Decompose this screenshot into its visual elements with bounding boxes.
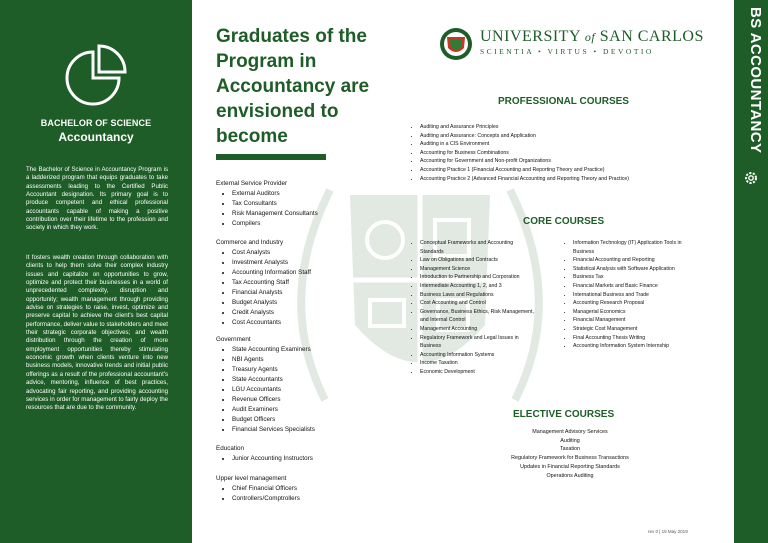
course-item: • Cost Accounting and Control — [420, 299, 538, 308]
degree-title: Accountancy — [58, 130, 134, 144]
career-item: • Compilers — [232, 219, 318, 229]
course-item: • Governance, Business Ethics, Risk Management, and Internal Control — [420, 308, 538, 325]
career-group-title: Education — [216, 445, 245, 452]
career-item: • NBI Agents — [232, 355, 315, 365]
university-seal-icon — [436, 26, 476, 62]
career-item: • Accounting Information Staff — [232, 268, 311, 278]
career-item: • Chief Financial Officers — [232, 484, 300, 494]
course-item: • Auditing in a CIS Environment — [420, 140, 710, 149]
program-mission: It fosters wealth creation through collaboration with clients to help them solve their complex industry issues and capitalize on opportunities to grow, optimize and protect their businesses in a world of unprecedented complexity, disruption and opportunity; wealth management through providing advise on strategies to raise, invest, optimize and preserve capital to achieve the client's best capital performance, deliver value to stakeholders and meet their strategic corporate objectives; and wealth distribution through the creation of more employment opportunities thereby stimulating economic growth when clients venture into new business models, innovative trends and initial public offerings as a result of the professional accountant's advice, mentoring, influence of best practices, advocating fair reporting, and providing accounting services in order for management to fairly deploy the resources that are due to the community. — [26, 254, 168, 412]
course-item: • Law on Obligations and Contracts — [420, 256, 538, 265]
career-item: • Budget Officers — [232, 415, 315, 425]
professional-courses-title: PROFESSIONAL COURSES — [498, 96, 629, 107]
course-item: • Financial Accounting and Reporting — [573, 256, 698, 265]
career-group-management — [216, 474, 300, 504]
course-item: • Managerial Economics — [573, 308, 698, 317]
course-item: • Financial Markets and Basic Finance — [573, 282, 698, 291]
career-item: • Credit Analysts — [232, 308, 311, 318]
course-item: • Conceptual Frameworks and Accounting Standards — [420, 239, 538, 256]
course-item: • Intermediate Accounting 1, 2, and 3 — [420, 282, 538, 291]
side-tab-label: BS ACCOUNTANCY — [747, 7, 764, 154]
career-item: • State Accountants — [232, 375, 315, 385]
career-item: • Tax Accounting Staff — [232, 278, 311, 288]
career-item: • Investment Analysts — [232, 258, 311, 268]
course-item: • Accounting for Business Combinations — [420, 149, 710, 158]
career-item: • State Accounting Examiners — [232, 345, 315, 355]
professional-courses-list — [410, 123, 710, 183]
elective-courses-list — [470, 428, 670, 480]
revision-footer: rev 0 | 15 May 2019 — [648, 529, 688, 534]
career-item: • Cost Accountants — [232, 318, 311, 328]
career-item: • LGU Accountants — [232, 385, 315, 395]
university-name — [480, 28, 704, 46]
course-item: • Accounting Practice 2 (Advanced Financial Accounting and Reporting Theory and Practice) — [420, 175, 710, 184]
career-group-title: Commerce and Industry — [216, 239, 284, 246]
page-heading: Graduates of the Program in Accountancy are envisioned to become — [216, 26, 370, 147]
course-item: • Accounting Information Systems — [420, 351, 538, 360]
career-group-title: External Service Provider — [216, 180, 288, 187]
career-group-title: Government — [216, 336, 251, 343]
course-item: Updates in Financial Reporting Standards — [520, 463, 620, 470]
career-group-commerce — [216, 238, 311, 328]
university-name-part1: UNIVERSITY — [480, 28, 581, 45]
career-item: • Revenue Officers — [232, 395, 315, 405]
course-item: Operations Auditing — [546, 472, 594, 479]
course-item: Management Advisory Services — [532, 429, 608, 435]
course-item: • International Business and Trade — [573, 291, 698, 300]
program-description: The Bachelor of Science in Accountancy Program is a ladderized program that equips graduates to take assessments leading to the Certified Public Accountant designation. Its primary goal is to produce competent and ethical professional accountants capable of making a positive contribution over their lifetime to the profession and society in which they work. — [26, 166, 168, 232]
career-item: • Cost Analysts — [232, 248, 311, 258]
course-item: Auditing — [560, 437, 580, 444]
degree-title-small: BACHELOR OF SCIENCE — [40, 118, 152, 128]
course-item: • Management Accounting — [420, 325, 538, 334]
course-item: • Economic Development — [420, 368, 538, 377]
career-group-education — [216, 444, 313, 464]
core-courses-title: CORE COURSES — [523, 216, 605, 227]
career-item: • Tax Consultants — [232, 199, 318, 209]
course-item: • Financial Management — [573, 316, 698, 325]
course-item: • Income Taxation — [420, 359, 538, 368]
career-group-external — [216, 179, 318, 229]
course-item: • Business Tax — [573, 273, 698, 282]
course-item: • Strategic Cost Management — [573, 325, 698, 334]
career-item: • External Auditors — [232, 189, 318, 199]
heading-underline — [216, 154, 326, 160]
career-item: • Junior Accounting Instructors — [232, 454, 313, 464]
course-item: • Auditing and Assurance Principles — [420, 123, 710, 132]
course-item: • Accounting Practice 1 (Financial Accounting and Reporting Theory and Practice) — [420, 166, 710, 175]
university-name-of: of — [584, 30, 596, 44]
career-item: • Financial Services Specialists — [232, 425, 315, 435]
course-item: • Accounting for Government and Non-profit Organizations — [420, 157, 710, 166]
pie-chart-icon — [63, 42, 129, 108]
course-item: • Information Technology (IT) Application Tools in Business — [573, 239, 698, 256]
course-item: • Business Laws and Regulations — [420, 291, 538, 300]
left-panel — [0, 0, 192, 543]
elective-courses-title: ELECTIVE COURSES — [513, 409, 615, 420]
core-courses-column-2 — [563, 239, 698, 351]
university-name-part2: SAN CARLOS — [599, 28, 704, 45]
career-item: • Treasury Agents — [232, 365, 315, 375]
course-item: • Auditing and Assurance: Concepts and Application — [420, 132, 710, 141]
career-group-title: Upper level management — [216, 475, 287, 482]
career-group-government — [216, 335, 315, 435]
university-motto: SCIENTIA • VIRTUS • DEVOTIO — [480, 47, 654, 56]
course-item: • Statistical Analysis with Software Application — [573, 265, 698, 274]
course-item: • Final Accounting Thesis Writing — [573, 334, 698, 343]
core-courses-column-1 — [410, 239, 538, 377]
career-item: • Controllers/Comptrollers — [232, 494, 300, 504]
course-item: • Management Science — [420, 265, 538, 274]
career-item: • Risk Management Consultants — [232, 209, 318, 219]
course-item: • Introduction to Partnership and Corporation — [420, 273, 538, 282]
career-item: • Financial Analysts — [232, 288, 311, 298]
course-item: • Accounting Research Proposal — [573, 299, 698, 308]
course-item: Taxation — [559, 446, 581, 453]
career-item: • Audit Examiners — [232, 405, 315, 415]
course-item: • Accounting Information System Internship — [573, 342, 698, 351]
course-item: • Regulatory Framework and Legal Issues in Business — [420, 334, 538, 351]
side-tab — [734, 0, 768, 543]
gear-icon — [743, 170, 759, 186]
course-item: Regulatory Framework for Business Transactions — [511, 455, 629, 462]
career-item: • Budget Analysts — [232, 298, 311, 308]
